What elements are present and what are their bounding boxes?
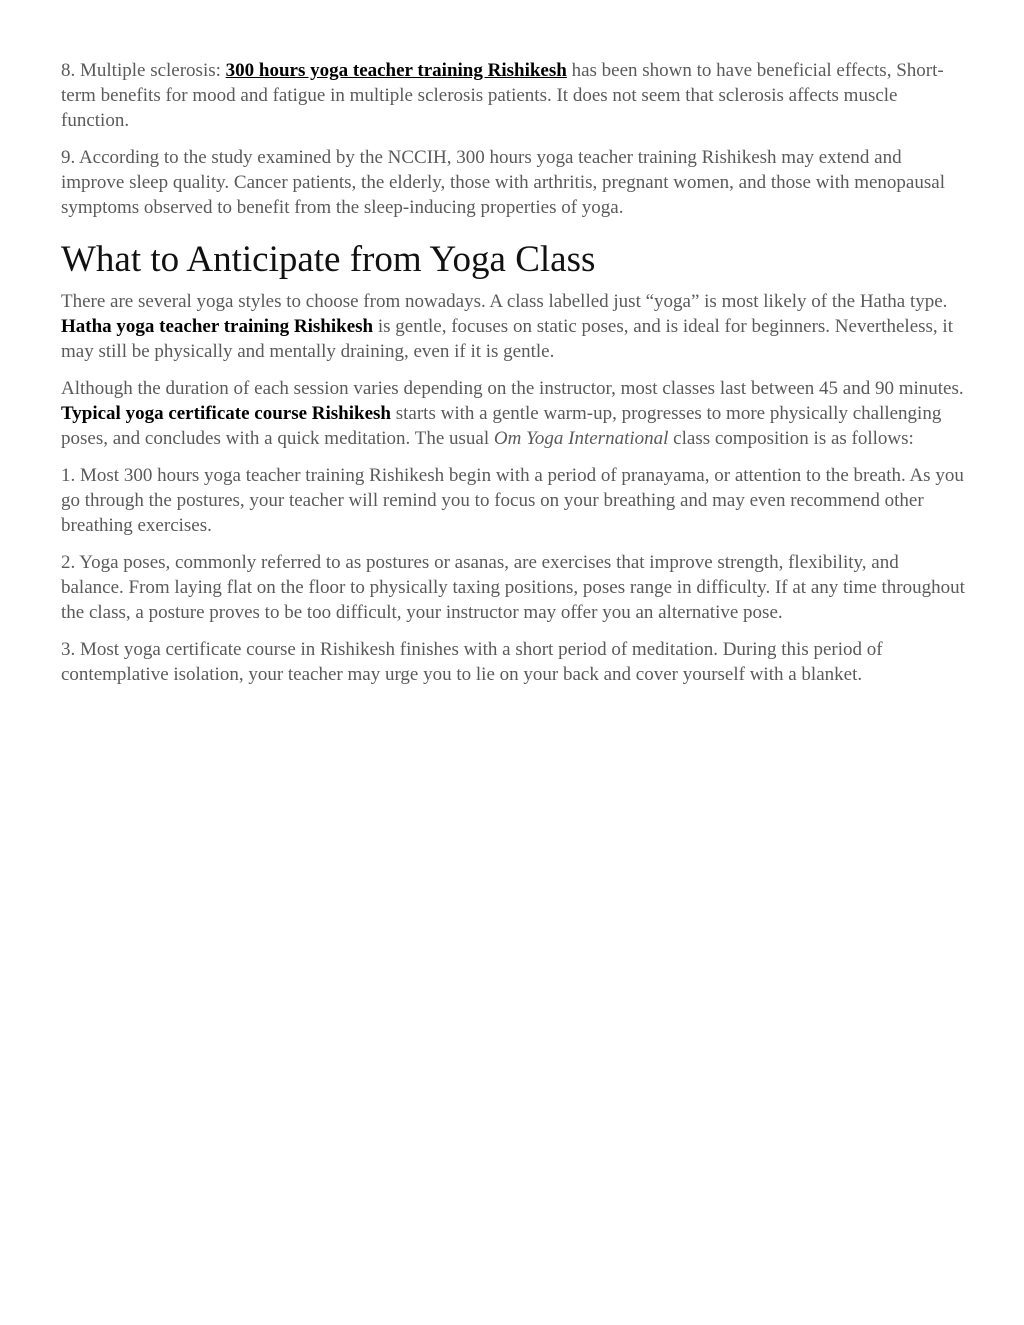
paragraph-sleep-quality: 9. According to the study examined by the NCCIH, 300 hours yoga teacher training Rishikesh may extend and improve sleep quality. Cancer patients, the elderly, those with arthritis, pregnant women, and those with menopausal symptoms observed to benefit from the sleep-inducing properties of yoga. (61, 147, 945, 218)
certificate-course-bold: Typical yoga certificate course Rishikesh (61, 403, 391, 424)
intro-suffix: is gentle, focuses on static poses, and is ideal for beginners. Nevertheless, it may still be physically and mentally draining, even if it is gentle. (61, 316, 953, 362)
intro-prefix: There are several yoga styles to choose from nowadays. A class labelled just “yoga” is most likely of the Hatha type. (61, 291, 948, 312)
paragraph-yoga-styles (61, 289, 966, 364)
list-item-yoga-poses: 2. Yoga poses, commonly referred to as postures or asanas, are exercises that improve strength, flexibility, and balance. From laying flat on the floor to physically taxing positions, poses range in difficulty. If at any time throughout the class, a posture proves to be too difficult, your instructor may offer you an alternative pose. (61, 552, 965, 623)
section-heading: What to Anticipate from Yoga Class (61, 239, 596, 280)
paragraph-multiple-sclerosis (61, 58, 966, 133)
paragraph-session-duration (61, 376, 966, 451)
list-item-pranayama: 1. Most 300 hours yoga teacher training Rishikesh begin with a period of pranayama, or attention to the breath. As you go through the postures, your teacher will remind you to focus on your breathing and may even recommend other breathing exercises. (61, 465, 964, 536)
yoga-teacher-training-link[interactable]: 300 hours yoga teacher training Rishikesh (225, 60, 567, 81)
document-page (61, 58, 966, 699)
duration-prefix: Although the duration of each session varies depending on the instructor, most classes last between 45 and 90 minutes. (61, 378, 964, 399)
om-yoga-international-italic: Om Yoga International (493, 428, 669, 449)
paragraph-8-suffix: has been shown to have beneficial effects, Short-term benefits for mood and fatigue in multiple sclerosis patients. It does not seem that sclerosis affects muscle function. (61, 60, 944, 131)
hatha-training-bold: Hatha yoga teacher training Rishikesh (61, 316, 374, 337)
duration-middle: starts with a gentle warm-up, progresses to more physically challenging poses, and concludes with a quick meditation. The usual (61, 403, 942, 449)
duration-suffix: class composition is as follows: (668, 428, 914, 449)
paragraph-8-prefix: 8. Multiple sclerosis: (61, 60, 226, 81)
list-item-meditation: 3. Most yoga certificate course in Rishikesh finishes with a short period of meditation. During this period of contemplative isolation, your teacher may urge you to lie on your back and cover yourself with a blanket. (61, 639, 883, 685)
